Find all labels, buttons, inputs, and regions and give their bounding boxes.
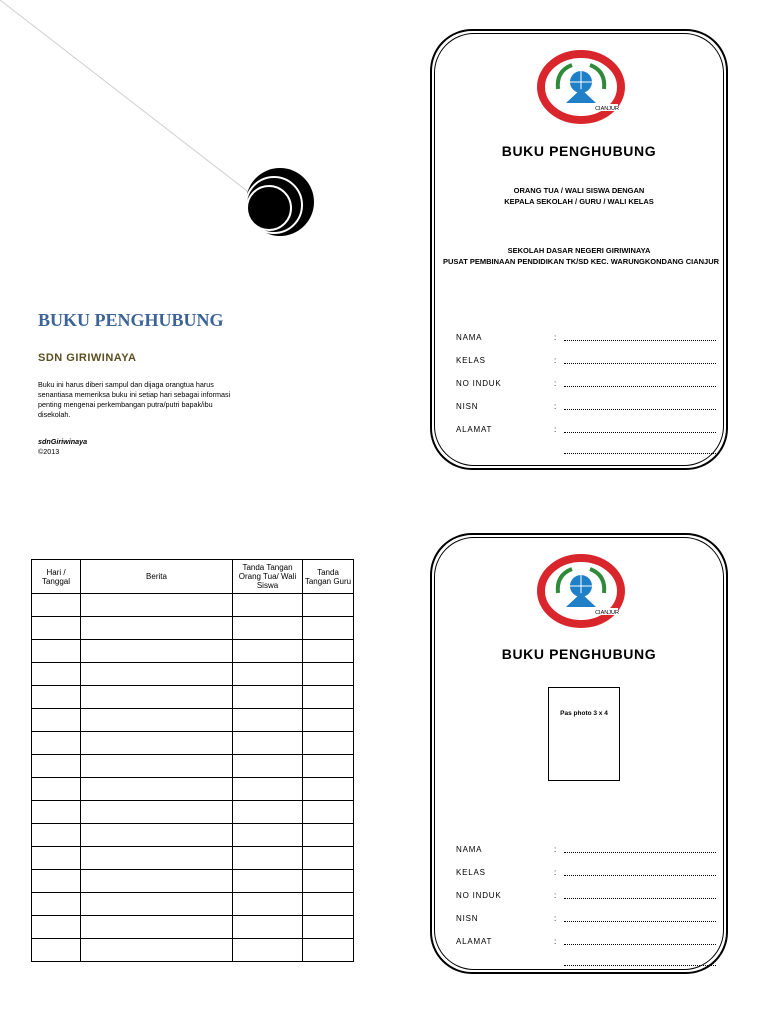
- teacher-sign-cell[interactable]: [303, 778, 354, 801]
- news-cell[interactable]: [81, 732, 233, 755]
- teacher-sign-cell[interactable]: [303, 663, 354, 686]
- parent-sign-cell[interactable]: [233, 893, 303, 916]
- field-label: NO INDUK: [456, 891, 502, 900]
- field-nama: [456, 845, 718, 857]
- parent-sign-cell[interactable]: [233, 824, 303, 847]
- parent-sign-cell[interactable]: [233, 778, 303, 801]
- table-row: [32, 847, 354, 870]
- news-cell[interactable]: [81, 893, 233, 916]
- teacher-sign-cell[interactable]: [303, 709, 354, 732]
- date-cell[interactable]: [32, 893, 81, 916]
- header-teacher-sign: Tanda Tangan Guru: [303, 560, 354, 594]
- field-no-induk: [456, 379, 718, 391]
- date-cell[interactable]: [32, 778, 81, 801]
- date-cell[interactable]: [32, 617, 81, 640]
- parent-sign-cell[interactable]: [233, 732, 303, 755]
- field-alamat: [456, 937, 718, 949]
- table-row: [32, 594, 354, 617]
- field-label: NISN: [456, 914, 479, 923]
- field-dotted-line[interactable]: [564, 432, 716, 433]
- photo-label: Pas photo 3 x 4: [560, 710, 608, 717]
- field-kelas: [456, 868, 718, 880]
- field-label: NO INDUK: [456, 379, 502, 388]
- table-row: [32, 801, 354, 824]
- parent-sign-cell[interactable]: [233, 686, 303, 709]
- field-label: NAMA: [456, 845, 483, 854]
- field-dotted-line[interactable]: [564, 898, 716, 899]
- field-nama: [456, 333, 718, 345]
- news-cell[interactable]: [81, 709, 233, 732]
- field-label: NISN: [456, 402, 479, 411]
- front-cover-title: BUKU PENGHUBUNG: [501, 143, 657, 159]
- field-colon: :: [554, 379, 558, 388]
- teacher-sign-cell[interactable]: [303, 640, 354, 663]
- field-nisn: [456, 914, 718, 926]
- back-cover-subtitle: SDN GIRIWINAYA: [38, 352, 137, 364]
- back-cover-year: ©2013: [38, 447, 60, 456]
- header-date: Hari / Tanggal: [32, 560, 81, 594]
- field-dotted-line[interactable]: [564, 386, 716, 387]
- parent-sign-cell[interactable]: [233, 801, 303, 824]
- table-row: [32, 939, 354, 962]
- news-cell[interactable]: [81, 939, 233, 962]
- header-news: Berita: [81, 560, 233, 594]
- table-row: [32, 778, 354, 801]
- field-kelas: [456, 356, 718, 368]
- alamat-extra-line[interactable]: [564, 453, 716, 454]
- teacher-sign-cell[interactable]: [303, 893, 354, 916]
- field-label: ALAMAT: [456, 425, 493, 434]
- field-colon: :: [554, 845, 558, 854]
- date-cell[interactable]: [32, 916, 81, 939]
- parent-sign-cell[interactable]: [233, 916, 303, 939]
- field-label: ALAMAT: [456, 937, 493, 946]
- news-cell[interactable]: [81, 870, 233, 893]
- field-colon: :: [554, 868, 558, 877]
- decorative-circles-icon: [236, 168, 318, 240]
- field-colon: :: [554, 333, 558, 342]
- front-cover-line1: ORANG TUA / WALI SISWA DENGAN: [513, 186, 645, 195]
- field-dotted-line[interactable]: [564, 409, 716, 410]
- field-label: NAMA: [456, 333, 483, 342]
- teacher-sign-cell[interactable]: [303, 801, 354, 824]
- teacher-sign-cell[interactable]: [303, 686, 354, 709]
- date-cell[interactable]: [32, 732, 81, 755]
- news-cell[interactable]: [81, 778, 233, 801]
- teacher-sign-cell[interactable]: [303, 824, 354, 847]
- parent-sign-cell[interactable]: [233, 594, 303, 617]
- field-colon: :: [554, 402, 558, 411]
- teacher-sign-cell[interactable]: [303, 870, 354, 893]
- date-cell[interactable]: [32, 824, 81, 847]
- teacher-sign-cell[interactable]: [303, 939, 354, 962]
- parent-sign-cell[interactable]: [233, 939, 303, 962]
- date-cell[interactable]: [32, 594, 81, 617]
- news-cell[interactable]: [81, 755, 233, 778]
- parent-sign-cell[interactable]: [233, 663, 303, 686]
- field-label: KELAS: [456, 868, 486, 877]
- parent-sign-cell[interactable]: [233, 617, 303, 640]
- date-cell[interactable]: [32, 870, 81, 893]
- logo-caption: CIANJUR: [595, 610, 619, 616]
- news-cell[interactable]: [81, 824, 233, 847]
- photo-placeholder: [548, 687, 620, 781]
- date-cell[interactable]: [32, 663, 81, 686]
- field-colon: :: [554, 914, 558, 923]
- news-cell[interactable]: [81, 686, 233, 709]
- date-cell[interactable]: [32, 939, 81, 962]
- table-row: [32, 893, 354, 916]
- date-cell[interactable]: [32, 686, 81, 709]
- teacher-sign-cell[interactable]: [303, 755, 354, 778]
- field-no-induk: [456, 891, 718, 903]
- field-nisn: [456, 402, 718, 414]
- field-dotted-line[interactable]: [564, 944, 716, 945]
- school-logo-icon: [536, 49, 626, 125]
- photo-cover-title: BUKU PENGHUBUNG: [501, 646, 657, 662]
- field-dotted-line[interactable]: [564, 921, 716, 922]
- back-cover-title: BUKU PENGHUBUNG: [38, 310, 224, 330]
- field-dotted-line[interactable]: [564, 340, 716, 341]
- teacher-sign-cell[interactable]: [303, 594, 354, 617]
- back-cover-author: sdnGiriwinaya: [38, 437, 88, 446]
- teacher-sign-cell[interactable]: [303, 732, 354, 755]
- news-cell[interactable]: [81, 640, 233, 663]
- date-cell[interactable]: [32, 755, 81, 778]
- news-cell[interactable]: [81, 801, 233, 824]
- logo-caption: CIANJUR: [595, 106, 619, 112]
- teacher-sign-cell[interactable]: [303, 847, 354, 870]
- table-row: [32, 870, 354, 893]
- alamat-extra-line[interactable]: [564, 965, 716, 966]
- news-cell[interactable]: [81, 847, 233, 870]
- parent-sign-cell[interactable]: [233, 870, 303, 893]
- teacher-sign-cell[interactable]: [303, 916, 354, 939]
- date-cell[interactable]: [32, 801, 81, 824]
- date-cell[interactable]: [32, 640, 81, 663]
- table-row: [32, 617, 354, 640]
- field-dotted-line[interactable]: [564, 363, 716, 364]
- front-cover-school2: PUSAT PEMBINAAN PENDIDIKAN TK/SD KEC. WARUNGKONDANG CIANJUR: [442, 257, 720, 266]
- table-row: [32, 686, 354, 709]
- field-colon: :: [554, 356, 558, 365]
- field-colon: :: [554, 891, 558, 900]
- table-body: [32, 594, 354, 962]
- front-cover-card: [430, 29, 728, 470]
- parent-sign-cell[interactable]: [233, 847, 303, 870]
- table-row: [32, 732, 354, 755]
- news-cell[interactable]: [81, 594, 233, 617]
- school-logo-icon: [536, 553, 626, 629]
- table-row: [32, 755, 354, 778]
- photo-cover-card: [430, 533, 728, 974]
- field-colon: :: [554, 937, 558, 946]
- parent-sign-cell[interactable]: [233, 640, 303, 663]
- field-colon: :: [554, 425, 558, 434]
- field-dotted-line[interactable]: [564, 875, 716, 876]
- date-cell[interactable]: [32, 709, 81, 732]
- news-cell[interactable]: [81, 916, 233, 939]
- front-cover-school1: SEKOLAH DASAR NEGERI GIRIWINAYA: [507, 246, 651, 255]
- table-row: [32, 663, 354, 686]
- front-cover-line2: KEPALA SEKOLAH / GURU / WALI KELAS: [504, 197, 654, 206]
- teacher-sign-cell[interactable]: [303, 617, 354, 640]
- field-label: KELAS: [456, 356, 486, 365]
- parent-sign-cell[interactable]: [233, 755, 303, 778]
- table-row: [32, 709, 354, 732]
- table-row: [32, 916, 354, 939]
- field-alamat: [456, 425, 718, 437]
- parent-sign-cell[interactable]: [233, 709, 303, 732]
- table-header-row: [32, 560, 354, 594]
- news-cell[interactable]: [81, 617, 233, 640]
- date-cell[interactable]: [32, 847, 81, 870]
- communication-table: [31, 559, 354, 962]
- back-cover-description: Buku ini harus diberi sampul dan dijaga orangtua harus senantiasa memeriksa buku ini setiap hari sebagai informasi penting mengenai perkembangan putra/putri bapak/ibu disekolah.: [38, 380, 231, 419]
- table-row: [32, 824, 354, 847]
- field-dotted-line[interactable]: [564, 852, 716, 853]
- table-row: [32, 640, 354, 663]
- news-cell[interactable]: [81, 663, 233, 686]
- header-parent-sign: Tanda Tangan Orang Tua/ Wali Siswa: [233, 560, 303, 594]
